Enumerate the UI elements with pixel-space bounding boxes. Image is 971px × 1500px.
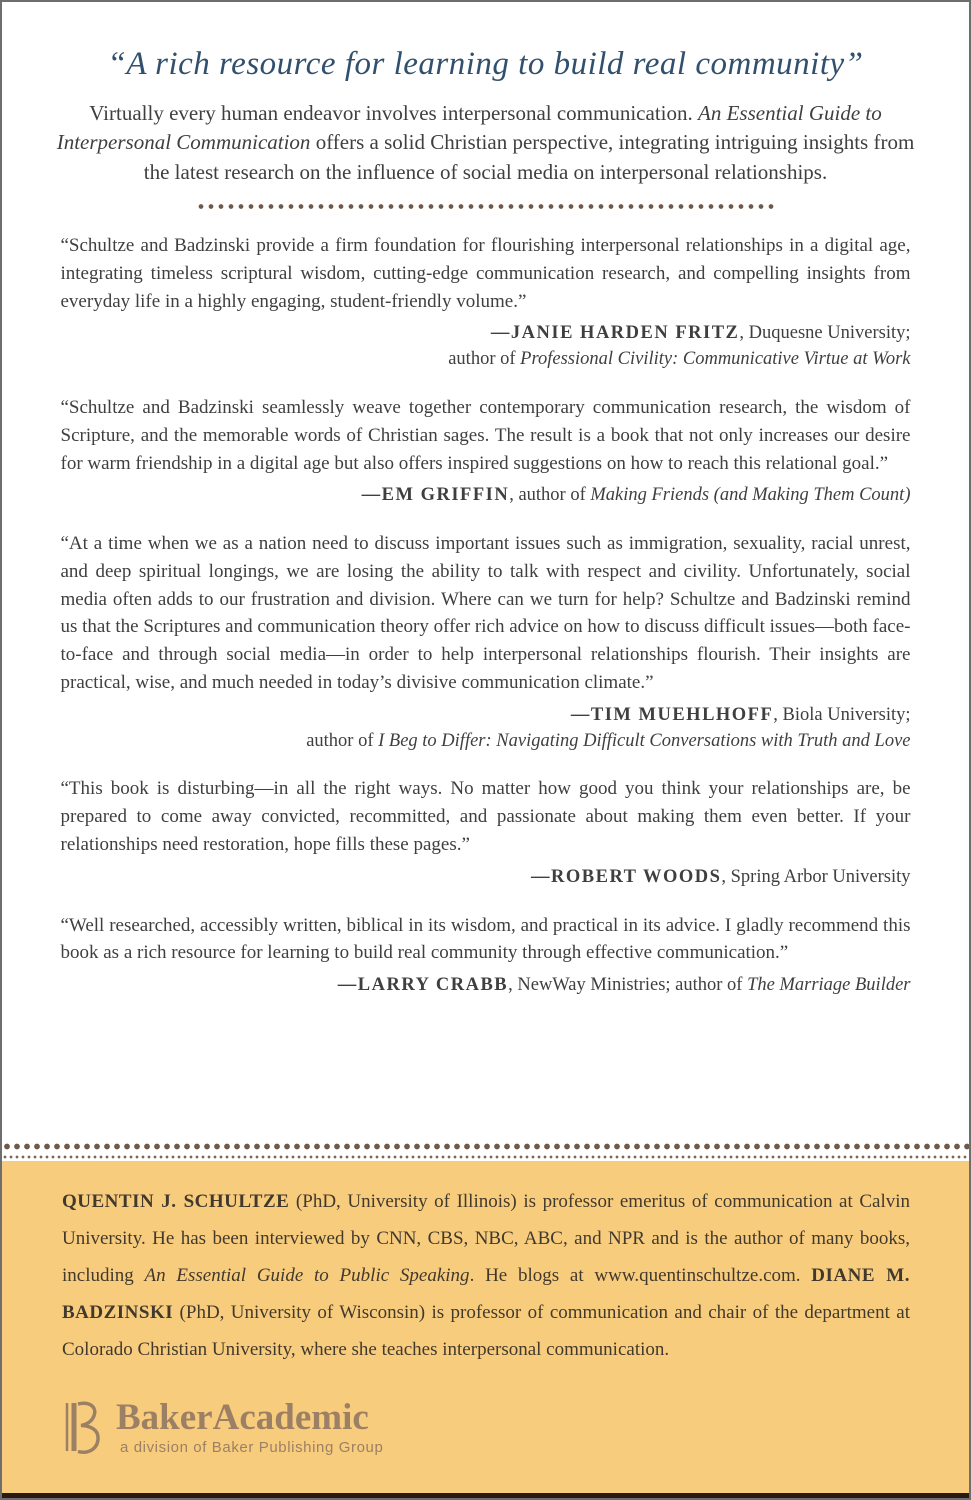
baker-academic-logo — [60, 1399, 383, 1456]
author1-bio-text-1: (PhD, University of Illinois) is professor emeritus of communication at Calvin University. He has been interviewed by CNN, CBS, NBC, ABC, and NPR and is the author of many books, including — [62, 1191, 911, 1287]
author1-bio-text-2: . He blogs at www.quentinschultze.com. — [469, 1265, 812, 1287]
intro-book-title: An Essential Guide to Interpersonal Communication — [56, 101, 882, 155]
author-of-text: author of — [448, 349, 521, 370]
endorser-name: —EM GRIFFIN — [361, 485, 510, 506]
endorsement-attribution — [61, 865, 911, 891]
bottom-section — [2, 1140, 969, 1498]
attribution-line-1 — [61, 865, 911, 891]
author-bio-panel — [2, 1161, 969, 1498]
publisher-name: BakerAcademic — [116, 1397, 369, 1438]
attribution-line-1 — [61, 703, 911, 729]
endorsement-quote: “At a time when we as a nation need to discuss important issues such as immigration, sexuality, racial unrest, and deep spiritual longings, we are losing the ability to talk with respect and civility. Unfortunately, social media often adds to our frustration and division. Where can we turn for help? Schultze and Badzinski remind us that the Scriptures and communication theory offer rich advice on how to discuss difficult issues—both face-to-face and through social media—in order to help interpersonal relationships flourish. Their insights are practical, wise, and much needed in today’s divisive communication climate.” — [60, 533, 911, 693]
baker-b-monogram-icon — [60, 1399, 116, 1455]
attribution-line-2 — [61, 729, 911, 755]
endorsement-4 — [61, 775, 911, 890]
endorsement-attribution — [61, 703, 911, 755]
endorsed-book-title: The Marriage Builder — [747, 975, 911, 995]
endorser-name: —LARRY CRABB — [337, 975, 509, 995]
endorser-affiliation: , Spring Arbor University — [721, 866, 911, 887]
endorsement-quote: “Well researched, accessibly written, biblical in its wisdom, and practical in its advice. I gladly recommend this book as a rich resource for learning to build real community through effective communication.” — [60, 914, 911, 964]
dotted-divider-bottom-large — [2, 1140, 969, 1153]
bottom-edge-stripe — [2, 1493, 969, 1498]
dotted-divider-top — [196, 202, 776, 211]
endorser-affiliation: , Biola University; — [773, 704, 911, 725]
endorsement-attribution — [61, 321, 911, 373]
author-bio — [62, 1183, 910, 1368]
headline-quote: “A rich resource for learning to build real community” — [107, 46, 864, 82]
endorsement-quote: “Schultze and Badzinski provide a firm foundation for flourishing interpersonal relationships in a digital age, integrating timeless scriptural wisdom, cutting-edge communication research, and compelling insights from everyday life in a highly engaging, student-friendly volume.” — [60, 235, 911, 312]
endorser-name: —TIM MUEHLHOFF — [570, 704, 774, 725]
endorser-name: —ROBERT WOODS — [531, 866, 722, 887]
endorser-affiliation: , author of — [509, 485, 591, 506]
endorser-name: —JANIE HARDEN FRITZ — [490, 323, 740, 344]
dotted-divider-bottom-small — [2, 1153, 969, 1161]
author2-bio-text: (PhD, University of Wisconsin) is professor of communication and chair of the department at Colorado Christian University, where she teaches interpersonal communication. — [62, 1302, 910, 1361]
author-of-text: author of — [306, 730, 379, 751]
endorser-affiliation: , NewWay Ministries; author of — [508, 975, 748, 995]
endorsed-book-title: I Beg to Differ: Navigating Difficult Conversations with Truth and Love — [378, 730, 911, 751]
endorsement-1 — [61, 232, 911, 373]
attribution-line-2 — [61, 347, 911, 373]
intro-paragraph — [57, 99, 915, 187]
endorser-affiliation: , Duquesne University; — [739, 323, 911, 344]
endorsement-3 — [61, 530, 911, 754]
endorsed-book-title: Making Friends (and Making Them Count) — [590, 485, 911, 506]
author1-book-title: An Essential Guide to Public Speaking — [144, 1265, 470, 1287]
endorsement-2 — [61, 394, 911, 509]
endorsements-list — [61, 232, 911, 999]
endorsed-book-title: Professional Civility: Communicative Virtue at Work — [520, 349, 911, 370]
endorsement-quote: “This book is disturbing—in all the right ways. No matter how good you think your relationships are, be prepared to come away convicted, recommitted, and passionate about making them even better. If your relationships need restoration, hope fills these pages.” — [60, 778, 911, 855]
endorsement-5 — [61, 912, 911, 999]
intro-text-2: offers a solid Christian perspective, integrating intriguing insights from the latest research on the influence of social media on interpersonal relationships. — [143, 130, 915, 184]
attribution-line-1 — [61, 321, 911, 347]
endorsement-quote: “Schultze and Badzinski seamlessly weave together contemporary communication research, the wisdom of Scripture, and the memorable words of Christian sages. The result is a book that not only increases our desire for warm friendship in a digital age but also offers inspired suggestions on how to reach this relational goal.” — [60, 397, 911, 474]
author2-name: DIANE M. BADZINSKI — [62, 1265, 910, 1324]
endorsement-attribution — [61, 483, 911, 509]
publisher-tagline: a division of Baker Publishing Group — [120, 1439, 384, 1456]
attribution-line-1 — [61, 483, 911, 509]
author1-name: QUENTIN J. SCHULTZE — [62, 1191, 290, 1212]
intro-text-1: Virtually every human endeavor involves interpersonal communication. — [89, 101, 698, 125]
attribution-line-1 — [61, 973, 911, 999]
publisher-wordmark — [116, 1399, 383, 1456]
endorsement-attribution — [61, 973, 911, 999]
